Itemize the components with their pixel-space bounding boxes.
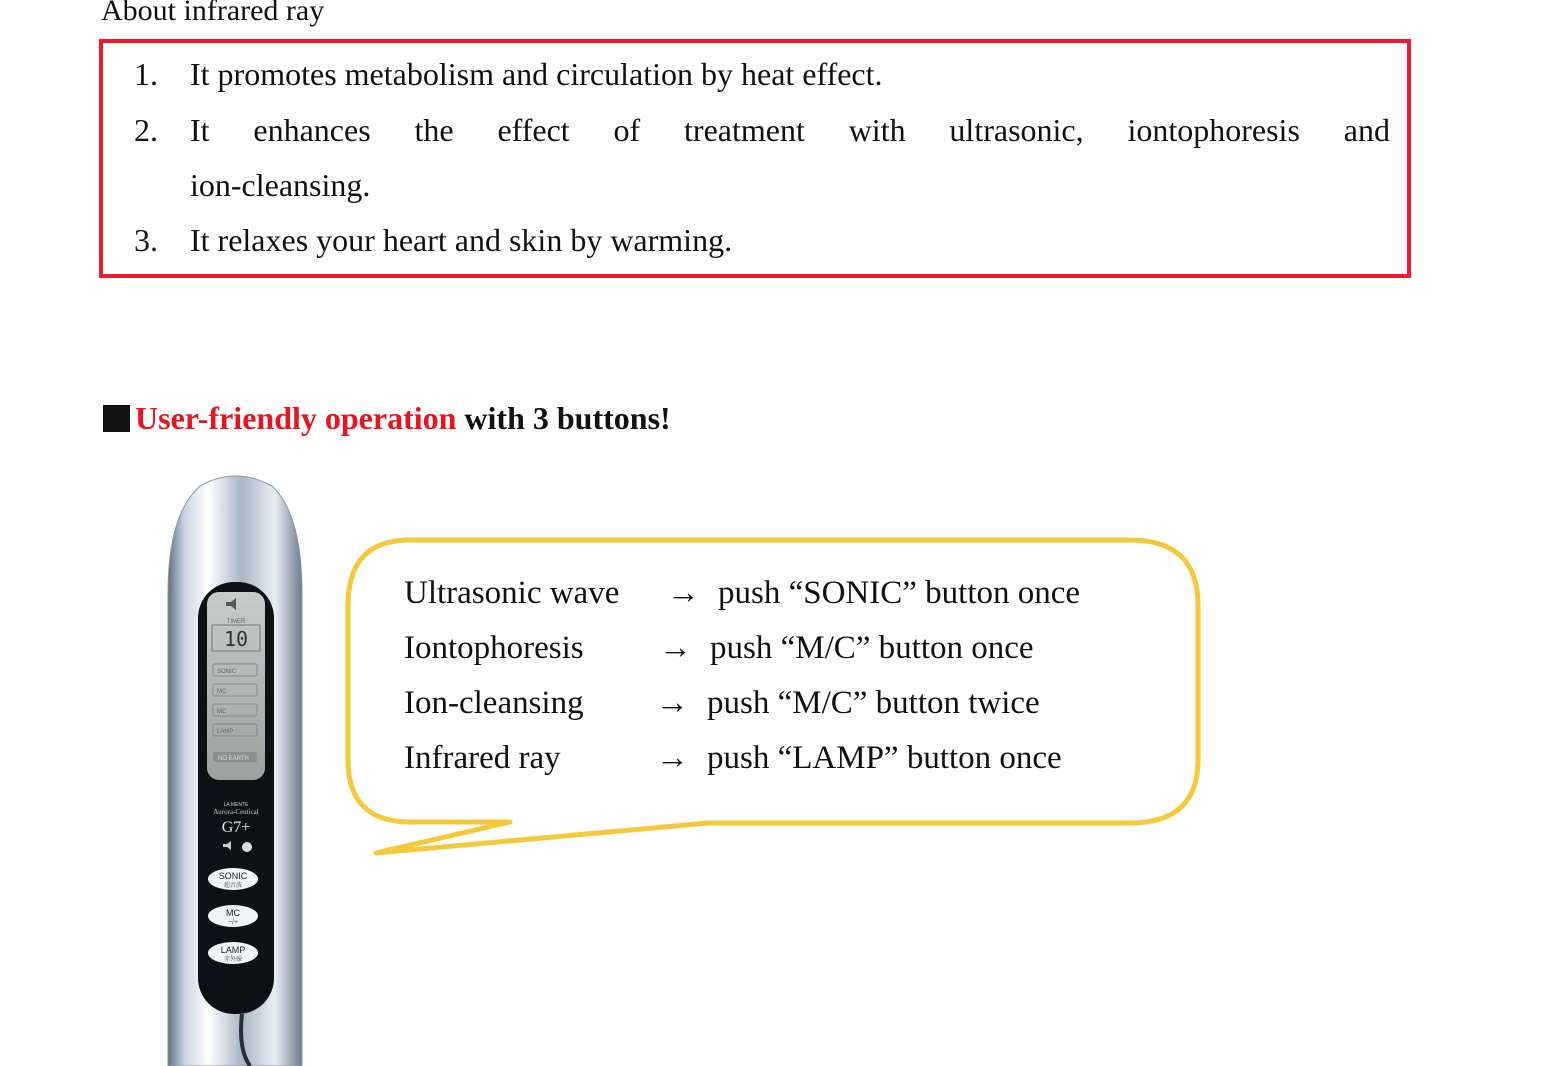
about-infrared-heading: About infrared ray [101,0,325,27]
lcd-no-earth: NO EARTH [218,756,249,762]
right-arrow-icon: → [667,575,700,611]
word: It [190,112,210,148]
brand-line-2: Aurora-Ceutical [213,808,259,816]
word: iontophoresis [1127,112,1300,148]
word: ultrasonic, [949,112,1084,148]
right-arrow-icon: → [659,630,692,666]
lcd-timer-value: 10 [223,627,249,651]
lamp-button-sublabel: 赤外線 [223,957,243,963]
operation-action: push “SONIC” button once [718,575,1081,611]
operation-heading-rest: with 3 buttons! [456,400,671,436]
word: with [848,112,906,148]
benefit-number: 3. [134,222,158,258]
operation-label: Iontophoresis [404,630,584,666]
word: effect [497,112,570,148]
lcd-mode-lamp: LAMP [217,729,234,735]
mc-button-label: MC [226,908,240,918]
word: the [414,112,454,148]
operation-action: push “LAMP” button once [707,740,1062,776]
sonic-button-sublabel: 超音波 [223,883,243,889]
lcd-mode-mc-2: MC [217,709,227,715]
benefit-number: 1. [134,56,158,92]
sonic-button-label: SONIC [218,871,248,881]
lcd-mode-sonic: SONIC [217,669,237,675]
operation-label: Infrared ray [404,740,561,776]
operation-heading [103,397,671,439]
lcd-mode-mc-1: MC [217,689,227,695]
word: of [613,112,641,148]
lamp-button-label: LAMP [220,945,246,955]
word: and [1343,112,1390,148]
model-name: G7+ [221,819,251,836]
right-arrow-icon: → [656,740,689,776]
operation-label: Ultrasonic wave [404,575,620,611]
word: treatment [684,112,805,148]
operation-action: push “M/C” button once [710,630,1034,666]
benefit-text: It relaxes your heart and skin by warming. [190,222,733,258]
benefit-number: 2. [134,112,158,148]
benefit-text: It promotes metabolism and circulation by heat effect. [190,56,883,92]
indicator-light [242,842,252,852]
operation-label: Ion-cleansing [404,685,584,721]
operation-heading-highlight: User-friendly operation [135,400,457,436]
mc-button-sublabel: −/+ [227,919,239,926]
operation-action: push “M/C” button twice [707,685,1040,721]
benefit-text-line-2: ion-cleansing. [190,167,371,203]
square-bullet-icon [103,405,130,432]
word: enhances [253,112,371,148]
benefit-text-line-1 [190,110,1390,150]
right-arrow-icon: → [656,685,689,721]
lcd-timer-label: TIMER [226,619,246,625]
brand-line-1: LA MENTE [223,802,249,808]
device-image [160,474,310,1066]
